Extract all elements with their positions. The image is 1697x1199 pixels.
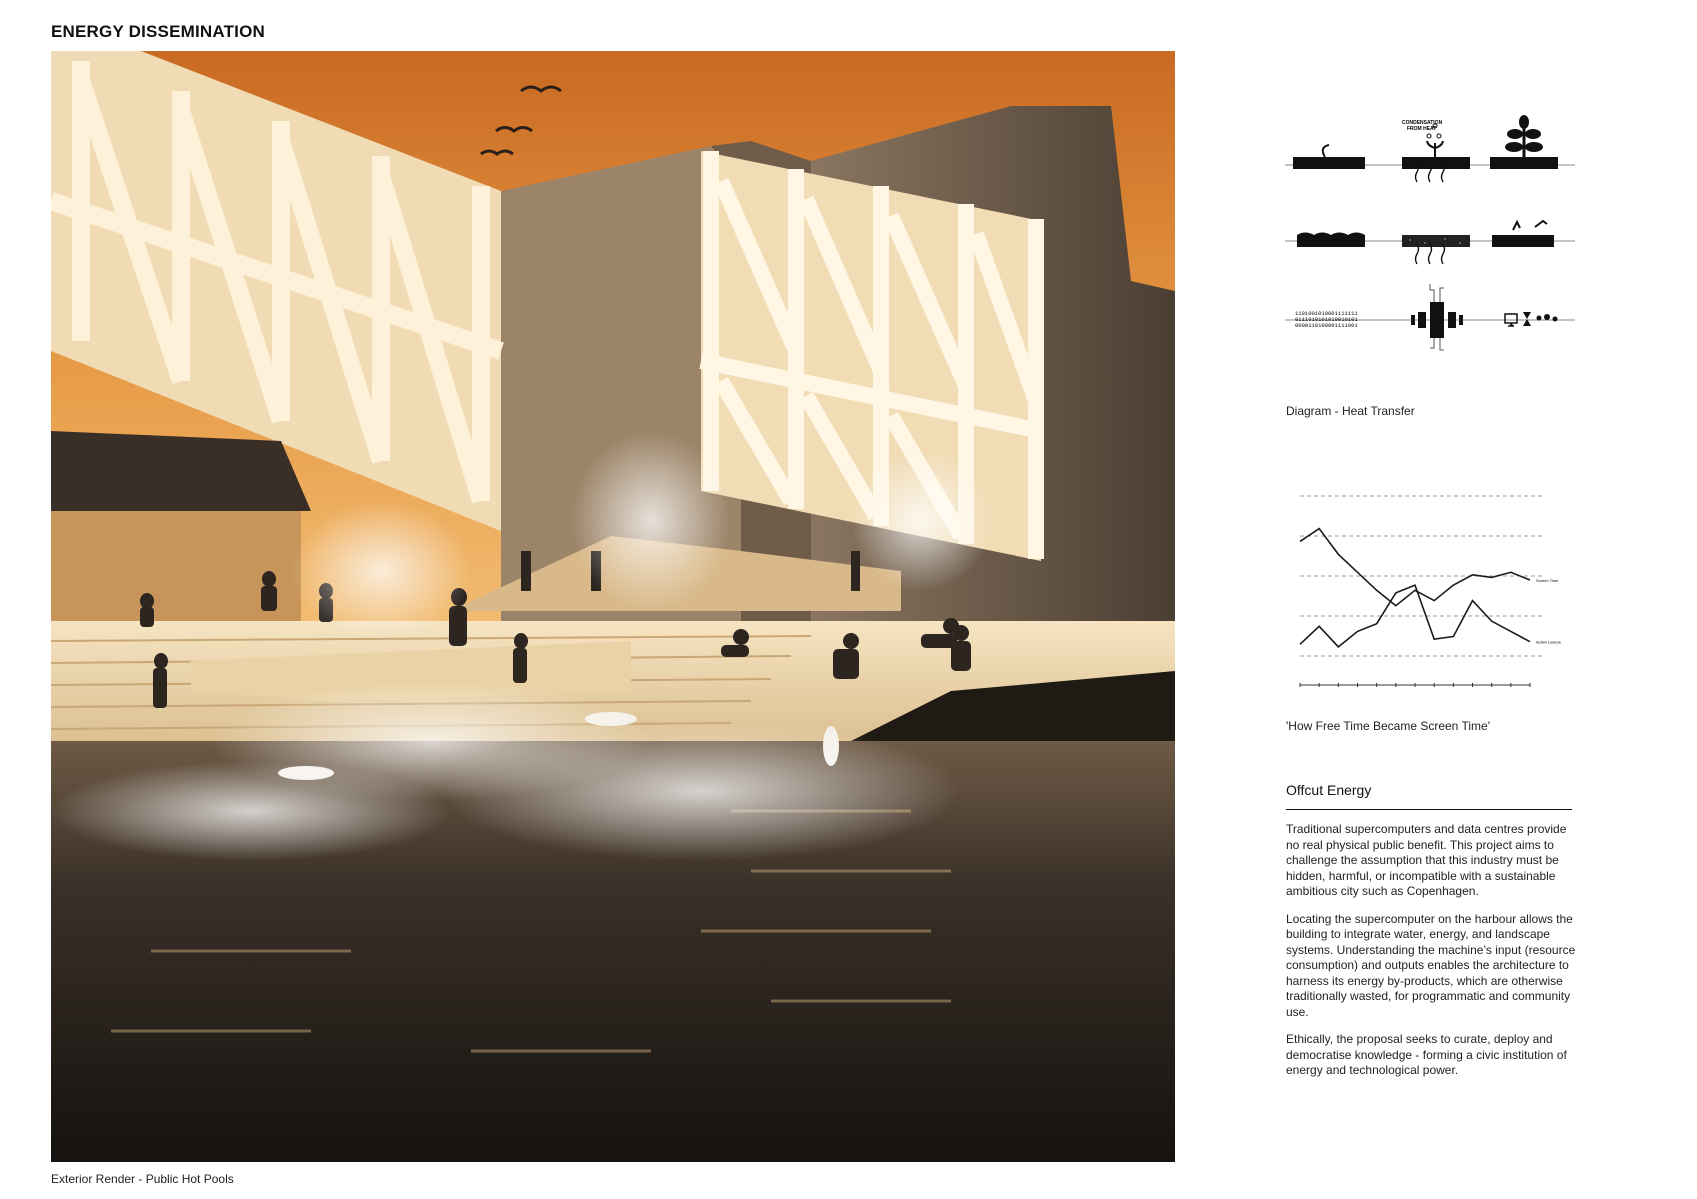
diagram-row-data bbox=[1285, 284, 1575, 350]
section-title: Offcut Energy bbox=[1286, 782, 1372, 798]
binary-row-3: 0000110100001111001 bbox=[1295, 322, 1358, 329]
heat-transfer-diagram bbox=[1285, 112, 1575, 382]
paragraph-1: Traditional supercomputers and data centres provide no real physical public benefit. This project aims to challenge the assumption that this industry must be hidden, harmful, or incompatible with a sustainable ambitious city such as Copenhagen. bbox=[1286, 822, 1567, 898]
chart-gridlines bbox=[1300, 496, 1545, 685]
page-title: ENERGY DISSEMINATION bbox=[51, 22, 266, 41]
exterior-render-image bbox=[51, 51, 1175, 1162]
paragraph-3: Ethically, the proposal seeks to curate, deploy and democratise knowledge - forming a civic institution of energy and technological power. bbox=[1286, 1032, 1567, 1077]
render-caption: Exterior Render - Public Hot Pools bbox=[51, 1172, 234, 1186]
chart-series bbox=[1300, 529, 1530, 647]
diagram-caption: Diagram - Heat Transfer bbox=[1286, 404, 1415, 418]
diagram-row-plants bbox=[1285, 115, 1575, 182]
chart-caption: 'How Free Time Became Screen Time' bbox=[1286, 719, 1490, 733]
diagram-row-water bbox=[1285, 221, 1575, 264]
series-label-active-leisure: Active Leisure bbox=[1536, 639, 1562, 645]
paragraph-2: Locating the supercomputer on the harbour allows the building to integrate water, energy, and landscape systems. Understanding the machine’s input (resource consumption) and outputs enables the architecture to harness its energy by-products, which are otherwise traditionally wasted, for programmatic and community use. bbox=[1286, 911, 1576, 1019]
screen-time-chart bbox=[1290, 480, 1570, 705]
render-illustration bbox=[51, 51, 1175, 1162]
section-divider bbox=[1286, 809, 1572, 810]
body-text bbox=[1286, 822, 1576, 1091]
condensation-label-1: CONDENSATION bbox=[1402, 120, 1443, 126]
series-label-screen-time: Screen Time bbox=[1536, 578, 1559, 583]
binary-row-1: 1101001010001111111 bbox=[1295, 310, 1358, 317]
condensation-label-2: FROM HEAT bbox=[1407, 126, 1437, 132]
series-line-screen-time bbox=[1300, 529, 1530, 606]
binary-row-2: 0111010101010010101 bbox=[1295, 316, 1358, 323]
